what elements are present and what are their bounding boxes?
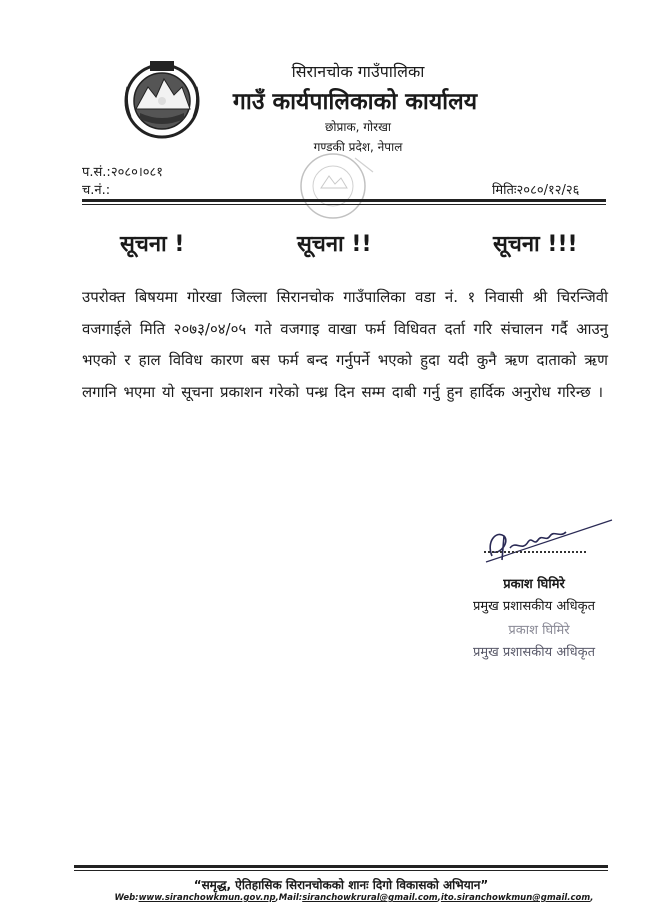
signatory-title: प्रमुख प्रशासकीय अधिकृत xyxy=(472,599,596,614)
footer-divider xyxy=(74,865,608,868)
signature xyxy=(482,512,617,570)
municipality-name: सिरानचोक गाउँपालिका xyxy=(291,62,425,81)
web-label: Web: xyxy=(114,893,139,903)
mail-label: ,Mail: xyxy=(275,893,303,903)
letter-date: मितिः२०८०/१२/२६ xyxy=(492,183,580,198)
notice-heading-1: सूचना ! xyxy=(120,232,185,257)
signature-line xyxy=(484,551,586,553)
municipality-emblem xyxy=(122,57,202,141)
dispatch-number: च.नं.: xyxy=(82,183,111,198)
address-line-2: गण्डकी प्रदेश, नेपाल xyxy=(313,140,403,154)
notice-heading-2: सूचना !! xyxy=(297,232,372,257)
header-divider-thin xyxy=(82,204,606,205)
stamp-signatory-name: प्रकाश घिमिरे xyxy=(508,623,570,638)
footer-slogan: “समृद्ध, ऐतिहासिक सिरानचोकको शानः दिगो विकासको अभियान” xyxy=(193,878,489,892)
footer-contacts: Web:www.siranchowkmun.gov.np,Mail:siranchowkrural@gmail.com,ito.siranchowkmun@gmail.com, xyxy=(114,893,594,903)
address-line-1: छोप्राक, गोरखा xyxy=(325,120,391,134)
signatory-name: प्रकाश घिमिरे xyxy=(503,577,565,592)
email-link-1[interactable]: siranchowkrural@gmail.com xyxy=(302,893,438,903)
office-name: गाउँ कार्यपालिकाको कार्यालय xyxy=(232,89,478,115)
reference-number: प.सं.:२०८०।०८१ xyxy=(82,165,164,180)
notice-heading-3: सूचना !!! xyxy=(493,232,578,257)
email-link-2[interactable]: ito.siranchowkmun@gmail.com xyxy=(440,893,591,903)
footer-divider-thin xyxy=(74,870,608,871)
stamp-signatory-title: प्रमुख प्रशासकीय अधिकृत xyxy=(472,645,596,660)
office-stamp xyxy=(285,148,380,223)
website-link[interactable]: www.siranchowkmun.gov.np xyxy=(138,893,276,903)
header-divider xyxy=(82,199,606,202)
notice-body: उपरोक्त बिषयमा गोरखा जिल्ला सिरानचोक गाउँपालिका वडा नं. १ निवासी श्री चिरन्जिवी वजगाईले मिति २०७३/०४/०५ गते वजगाइ वाखा फर्म विधिवत दर्ता गरि संचालन गर्दै आउनु भएको र हाल विविध कारण बस फर्म बन्द गर्नुपर्ने भएको हुदा यदी कुनै ऋण दाताको ऋण लगानि भएमा यो सूचना प्रकाशन गरेको पन्ध्र दिन सम्म दाबी गर्नु हुन हार्दिक अनुरोध गरिन्छ । xyxy=(82,288,608,401)
